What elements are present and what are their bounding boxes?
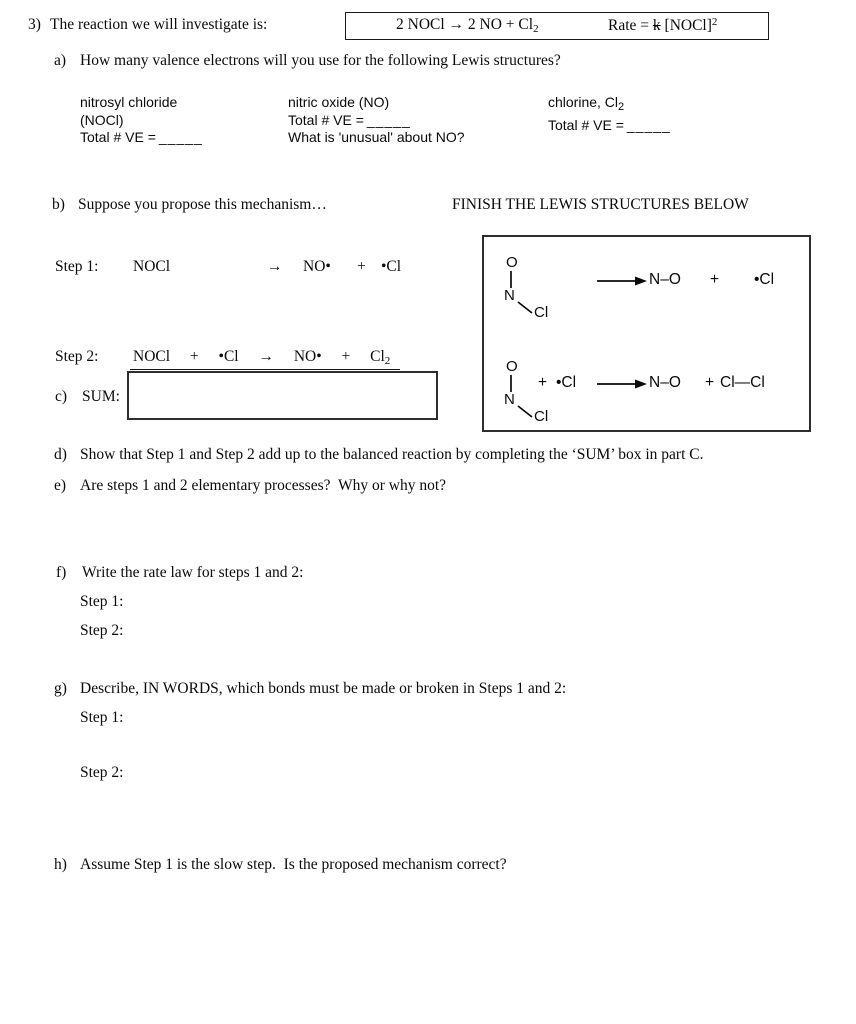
no-unusual-question: What is 'unusual' about NO? — [288, 129, 465, 145]
rate-constant-k: k — [652, 17, 661, 34]
step1-product-no-radical: NO• — [303, 258, 331, 275]
structure2-n-label: N — [504, 391, 515, 408]
step1-product-cl-radical: •Cl — [381, 258, 402, 275]
mechanism-step1-line — [55, 258, 475, 280]
part-f-label: f) — [56, 564, 67, 581]
part-g-step2-label: Step 2: — [80, 764, 124, 781]
sum-label: SUM: — [82, 388, 120, 405]
cl2-ve-label: Total # VE = — [548, 116, 624, 133]
row2-reaction-arrow-icon — [596, 377, 648, 395]
row2-plus-products: + — [705, 374, 715, 391]
part-b-text: Suppose you propose this mechanism… — [78, 196, 327, 213]
part-f-text: Write the rate law for steps 1 and 2: — [82, 564, 304, 581]
row1-arrow-head — [635, 277, 647, 286]
part-g-step1-label: Step 1: — [80, 709, 124, 726]
overall-reaction-equation — [396, 16, 539, 35]
part-e-text: Are steps 1 and 2 elementary processes? Why or why not? — [80, 477, 447, 494]
part-e-line — [54, 477, 446, 495]
part-d-text: Show that Step 1 and Step 2 add up to the balanced reaction by completing the ‘SUM’ box in part C. — [80, 446, 704, 463]
question-number: 3) — [28, 16, 41, 33]
structure2-ncl-bond — [518, 406, 532, 417]
part-f-step1-label: Step 1: — [80, 593, 124, 610]
part-f-step2-label: Step 2: — [80, 622, 124, 639]
no-ve-label: Total # VE = — [288, 111, 364, 128]
row2-reactant-cl-radical: •Cl — [556, 374, 577, 391]
cl2-name-text: chlorine, Cl — [548, 94, 619, 110]
structure1-ncl-bond — [518, 302, 532, 313]
part-f-line — [56, 564, 303, 582]
no-ve-blank: _____ — [366, 111, 411, 128]
question-intro: The reaction we will investigate is: — [50, 16, 268, 33]
column-chlorine — [548, 94, 671, 134]
row1-arrow-svg — [596, 275, 648, 287]
lewis-structures-box — [482, 235, 811, 432]
cl2-name-subscript: 2 — [618, 101, 625, 113]
part-c-label: c) — [55, 388, 68, 405]
reaction-rate-box — [345, 12, 769, 40]
step2-equation-subscript: 2 — [384, 355, 391, 367]
structure2-cl-label: Cl — [534, 408, 549, 423]
question-3-line — [28, 16, 267, 34]
mechanism-step2-line — [55, 348, 475, 372]
part-g-text: Describe, IN WORDS, which bonds must be made or broken in Steps 1 and 2: — [80, 680, 567, 697]
nocl-name-line2: (NOCl) — [80, 111, 124, 128]
step1-plus: + — [357, 258, 366, 275]
no-name-line: nitric oxide (NO) — [288, 94, 390, 110]
step2-equation-text: NOCl + •Cl → NO• + Cl — [133, 348, 385, 365]
cl2-ve-blank: _____ — [626, 116, 671, 133]
part-b-line — [52, 196, 327, 214]
nocl-ve-blank: _____ — [158, 129, 203, 145]
part-a-question: How many valence electrons will you use for the following Lewis structures? — [80, 52, 561, 69]
row2-arrow-head — [635, 380, 647, 389]
part-b-label: b) — [52, 196, 65, 213]
row1-plus: + — [710, 271, 720, 288]
part-d-label: d) — [54, 446, 67, 463]
cl2-name-line — [548, 94, 671, 117]
part-h-text: Assume Step 1 is the slow step. Is the proposed mechanism correct? — [80, 856, 507, 873]
rate-exponent: 2 — [711, 16, 718, 28]
step2-equation-underlined — [130, 348, 400, 370]
rate-prefix: Rate = — [608, 17, 653, 34]
part-g-label: g) — [54, 680, 67, 697]
rate-law-expression — [608, 16, 717, 35]
nocl-ve-line — [80, 129, 203, 147]
step2-label: Step 2: — [55, 348, 99, 365]
sum-answer-box — [127, 371, 438, 420]
part-g-line — [54, 680, 566, 698]
step1-arrow: → — [267, 258, 283, 275]
row1-product-cl-radical: •Cl — [754, 271, 775, 288]
structure1-o-label: O — [506, 254, 518, 271]
part-a-label: a) — [54, 52, 67, 69]
row2-product-cl2: Cl—Cl — [720, 374, 765, 391]
structure1-n-label: N — [504, 287, 515, 304]
cl2-ve-line — [548, 117, 671, 135]
rate-bracket-term: [NOCl] — [660, 17, 712, 34]
part-c-line — [55, 388, 120, 406]
structure1-cl-label: Cl — [534, 304, 549, 319]
column-nitrosyl-chloride — [80, 94, 203, 147]
nocl-structure-drawing-1 — [502, 251, 566, 324]
part-h-label: h) — [54, 856, 67, 873]
structure2-o-label: O — [506, 358, 518, 375]
row2-arrow-svg — [596, 378, 648, 390]
nocl-name-line1: nitrosyl chloride — [80, 94, 178, 110]
step1-label: Step 1: — [55, 258, 99, 275]
no-ve-line — [288, 112, 465, 130]
row1-reaction-arrow-icon — [596, 274, 648, 292]
equation-subscript: 2 — [533, 23, 539, 35]
row1-product-no: N–O — [649, 271, 681, 288]
column-nitric-oxide — [288, 94, 465, 147]
row2-product-no: N–O — [649, 374, 681, 391]
row2-plus-reactants: + — [538, 374, 548, 391]
part-e-label: e) — [54, 477, 67, 494]
part-d-line — [54, 446, 703, 464]
nocl-ve-label: Total # VE = — [80, 129, 156, 145]
part-a-line — [54, 52, 561, 70]
finish-lewis-structures-heading: FINISH THE LEWIS STRUCTURES BELOW — [452, 196, 749, 213]
part-h-line — [54, 856, 507, 874]
step1-reactant: NOCl — [133, 258, 171, 275]
nocl-structure-svg-1 — [502, 251, 566, 319]
equation-text: 2 NOCl → 2 NO + Cl — [396, 16, 534, 33]
